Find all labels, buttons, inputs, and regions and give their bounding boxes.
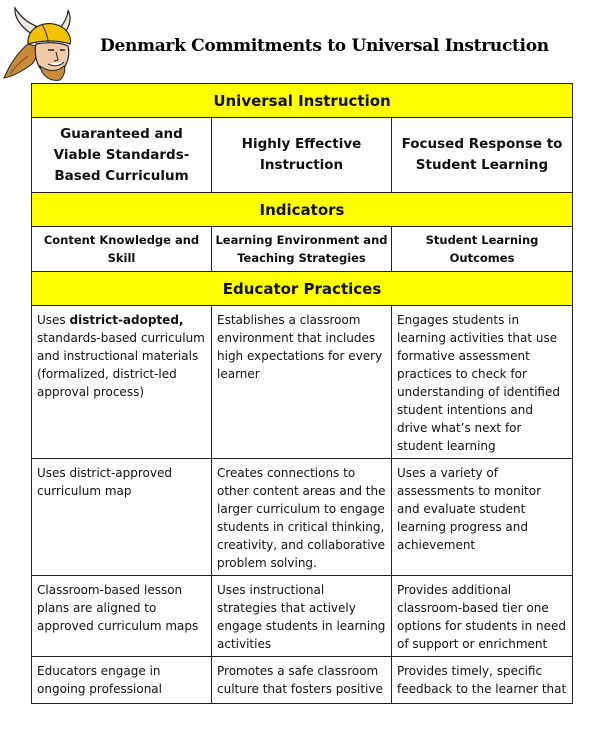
pillar-response: Focused Response to Student Learning [392, 118, 573, 193]
practice-text: Promotes a safe classroom culture that fosters positive [217, 664, 383, 696]
table-row [32, 459, 573, 576]
indicator-learning-environment: Learning Environment and Teaching Strategies [212, 227, 392, 272]
table-row [32, 576, 573, 657]
practice-cell [32, 306, 212, 459]
commitments-table [31, 83, 573, 704]
practice-cell: Uses instructional strategies that actively engage students in learning activities [212, 576, 392, 657]
practice-prefix: Uses [37, 313, 70, 327]
table-row [32, 306, 573, 459]
practice-cell [32, 657, 212, 704]
practice-cell: Provides additional classroom-based tier one options for students in need of support or enrichment [392, 576, 573, 657]
practice-cell: Establishes a classroom environment that includes high expectations for every learner [212, 306, 392, 459]
practice-cell: Classroom-based lesson plans are aligned to approved curriculum maps [32, 576, 212, 657]
practice-cell: Uses a variety of assessments to monitor and evaluate student learning progress and achievement [392, 459, 573, 576]
viking-mascot-icon [2, 4, 78, 82]
practice-emphasis: district-adopted, [69, 313, 184, 327]
practice-text: Educators engage in ongoing professional [37, 664, 162, 696]
indicators-band: Indicators [32, 193, 573, 227]
practice-cell: Creates connections to other content areas and the larger curriculum to engage students in critical thinking, creativity, and collaborative problem solving. [212, 459, 392, 576]
practice-cell: Engages students in learning activities that use formative assessment practices to check for understanding of identified student intentions and drive what’s next for student learning [392, 306, 573, 459]
educator-practices-band: Educator Practices [32, 272, 573, 306]
practice-text: Provides timely, specific feedback to the learner that [397, 664, 567, 696]
practice-rest: standards-based curriculum and instructional materials (formalized, district-led approval process) [37, 331, 205, 399]
pillar-curriculum: Guaranteed and Viable Standards-Based Curriculum [32, 118, 212, 193]
practice-cell: Uses district-approved curriculum map [32, 459, 212, 576]
table-row [32, 657, 573, 704]
practice-cell [212, 657, 392, 704]
practice-cell [392, 657, 573, 704]
indicator-content-knowledge: Content Knowledge and Skill [32, 227, 212, 272]
page-title: Denmark Commitments to Universal Instruction [100, 36, 549, 56]
indicator-learning-outcomes: Student Learning Outcomes [392, 227, 573, 272]
pillar-instruction: Highly Effective Instruction [212, 118, 392, 193]
universal-instruction-band: Universal Instruction [32, 84, 573, 118]
